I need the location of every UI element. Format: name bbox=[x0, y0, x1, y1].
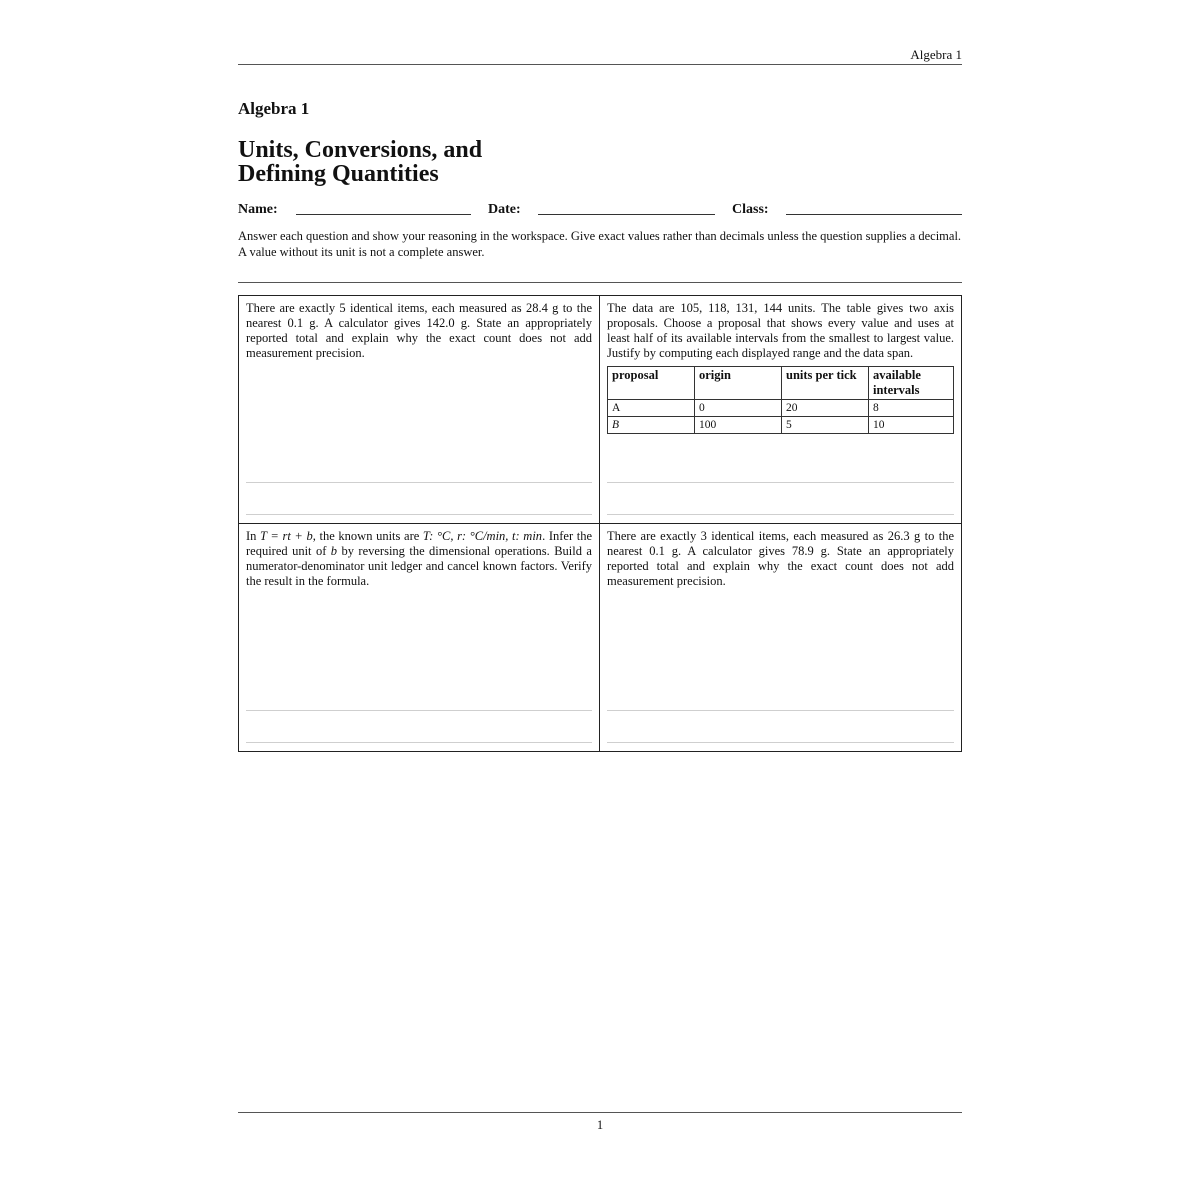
date-label: Date: bbox=[488, 202, 521, 217]
table-cell: 20 bbox=[782, 400, 869, 417]
question-3 bbox=[239, 524, 600, 751]
q3-units: T: °C, r: °C/min, t: min bbox=[422, 529, 543, 543]
column-header: proposal bbox=[608, 367, 695, 400]
worksheet-title bbox=[238, 138, 638, 186]
question-1-text: There are exactly 5 identical items, each measured as 28.4 g to the nearest 0.1 g. A calculator gives 142.0 g. State an appropriately reported total and explain why the exact count does not add measurement precision. bbox=[246, 301, 592, 360]
answer-line[interactable] bbox=[607, 710, 954, 711]
course-title: Algebra 1 bbox=[238, 99, 310, 118]
q3-text-part: by reversing the dimensional operations. Build a numerator-denominator unit ledger and cancel known factors. Verify the result in the formula. bbox=[246, 544, 592, 588]
running-head: Algebra 1 bbox=[910, 47, 962, 62]
q3-text-part: , the known units are bbox=[312, 529, 423, 543]
column-header: available intervals bbox=[869, 367, 954, 400]
axis-proposals-table bbox=[607, 366, 954, 434]
page-number: 1 bbox=[596, 1118, 604, 1132]
table-cell: 5 bbox=[782, 417, 869, 434]
table-cell: B bbox=[608, 417, 695, 434]
question-2-text: The data are 105, 118, 131, 144 units. The table gives two axis proposals. Choose a proposal that shows every value and uses at least half of its available intervals from the smallest to largest value. Justify by computing each displayed range and the data span. bbox=[607, 301, 954, 360]
instructions: Answer each question and show your reasoning in the workspace. Give exact values rather than decimals unless the question supplies a decimal. A value without its unit is not a complete answer. bbox=[238, 229, 962, 259]
footer-rule bbox=[238, 1112, 962, 1113]
question-2 bbox=[600, 296, 961, 524]
q3-text-part: In bbox=[246, 529, 261, 543]
title-line-1: Units, Conversions, and bbox=[238, 137, 483, 163]
answer-line[interactable] bbox=[607, 514, 954, 515]
table-cell: 8 bbox=[869, 400, 954, 417]
q3-formula: T = rt + b bbox=[260, 529, 313, 543]
answer-line[interactable] bbox=[246, 742, 592, 743]
table-cell: 0 bbox=[695, 400, 782, 417]
table-cell: A bbox=[608, 400, 695, 417]
question-1 bbox=[239, 296, 600, 524]
question-4 bbox=[600, 524, 961, 751]
answer-line[interactable] bbox=[246, 710, 592, 711]
q3-text-part: . Infer the required unit of bbox=[246, 529, 593, 558]
name-label: Name: bbox=[238, 202, 278, 217]
title-line-2: Defining Quantities bbox=[238, 161, 439, 187]
table-row bbox=[608, 417, 954, 434]
name-field[interactable] bbox=[296, 214, 471, 215]
column-header: origin bbox=[695, 367, 782, 400]
table-cell: 10 bbox=[869, 417, 954, 434]
header-rule bbox=[238, 64, 962, 65]
question-3-text bbox=[246, 529, 592, 589]
question-4-text: There are exactly 3 identical items, each measured as 26.3 g to the nearest 0.1 g. A calculator gives 78.9 g. State an appropriately reported total and explain why the exact count does not add measurement precision. bbox=[607, 529, 954, 588]
table-header-row bbox=[608, 367, 954, 400]
answer-line[interactable] bbox=[246, 482, 592, 483]
class-field[interactable] bbox=[786, 214, 962, 215]
answer-line[interactable] bbox=[607, 482, 954, 483]
answer-line[interactable] bbox=[607, 742, 954, 743]
table-row bbox=[608, 400, 954, 417]
q3-variable-b: b bbox=[330, 544, 338, 558]
table-cell: 100 bbox=[695, 417, 782, 434]
class-label: Class: bbox=[732, 202, 769, 217]
instructions-rule bbox=[238, 282, 962, 283]
column-header: units per tick bbox=[782, 367, 869, 400]
student-info-fields bbox=[238, 201, 962, 221]
question-grid bbox=[238, 295, 962, 752]
answer-line[interactable] bbox=[246, 514, 592, 515]
date-field[interactable] bbox=[538, 214, 715, 215]
